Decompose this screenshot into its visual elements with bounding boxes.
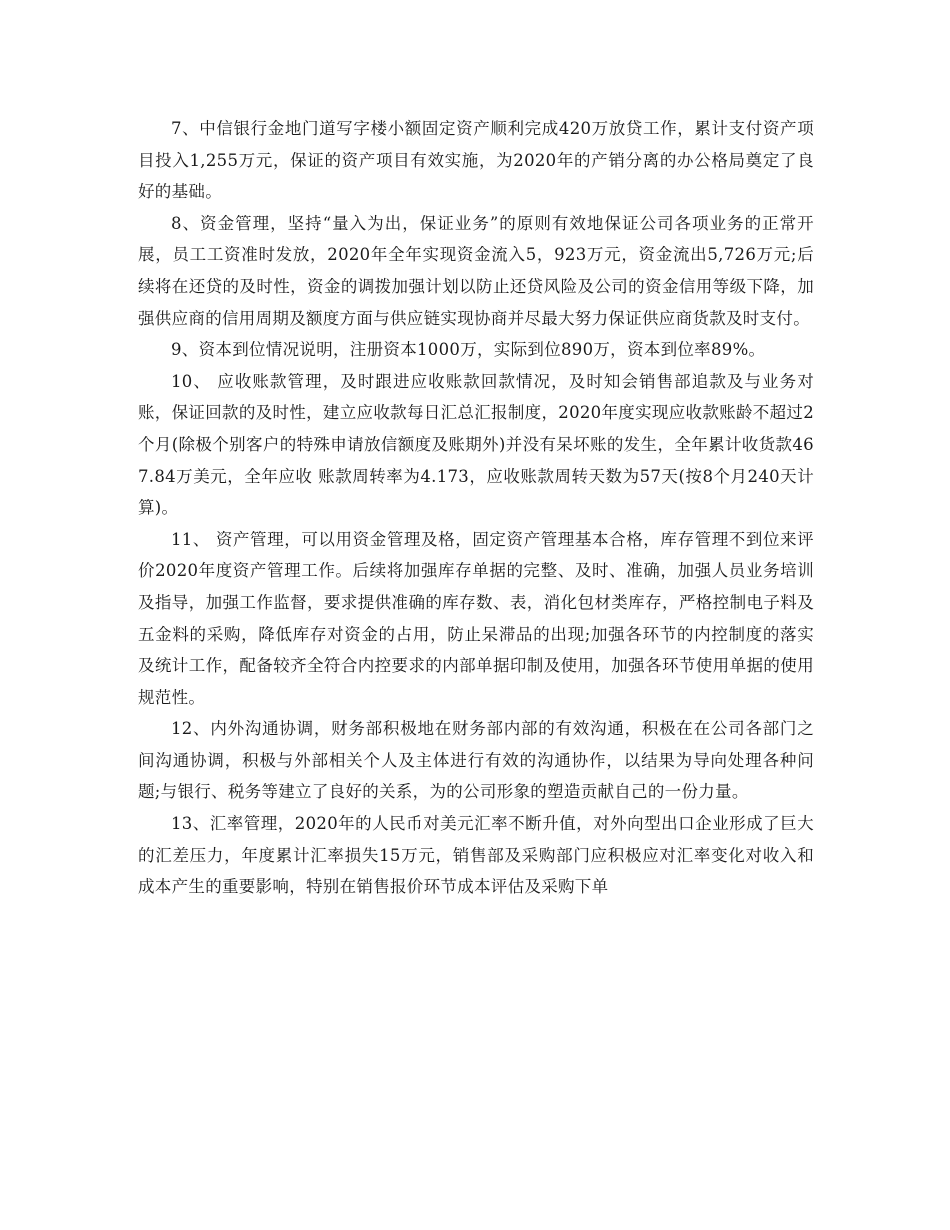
paragraph-item-9: 9、资本到位情况说明，注册资本1000万，实际到位890万，资本到位率89%。 (171, 340, 766, 360)
paragraph-item-8: 8、资金管理，坚持“量入为出，保证业务”的原则有效地保证公司各项业务的正常开展，员工工资准时发放，2020年全年实现资金流入5，923万元，资金流出5,726万元;后续将在还贷的及时性，资金的调拨加强计划以防止还贷风险及公司的资金信用等级下降，加强供应商的信用周期及额度方面与供应链实现协商并尽最大努力保证供应商货款及时支付。 (138, 213, 814, 328)
document-body (138, 113, 814, 903)
paragraph-item-13: 13、汇率管理，2020年的人民币对美元汇率不断升值，对外向型出口企业形成了巨大的汇差压力，年度累计汇率损失15万元，销售部及采购部门应积极应对汇率变化对收入和成本产生的重要影响，特别在销售报价环节成本评估及采购下单 (138, 814, 814, 897)
paragraph-item-11: 11、 资产管理，可以用资金管理及格，固定资产管理基本合格，库存管理不到位来评价2020年度资产管理工作。后续将加强库存单据的完整、及时、准确，加强人员业务培训及指导，加强工作监督，要求提供准确的库存数、表，消化包材类库存，严格控制电子料及五金料的采购，降低库存对资金的占用，防止呆滞品的出现;加强各环节的内控制度的落实及统计工作，配备较齐全符合内控要求的内部单据印制及使用，加强各环节使用单据的使用规范性。 (138, 529, 814, 707)
paragraph-item-7: 7、中信银行金地门道写字楼小额固定资产顺利完成420万放贷工作，累计支付资产项目投入1,255万元，保证的资产项目有效实施，为2020年的产销分离的办公格局奠定了良好的基础。 (138, 119, 814, 202)
paragraph-item-10: 10、 应收账款管理，及时跟进应收账款回款情况，及时知会销售部追款及与业务对账，保证回款的及时性，建立应收款每日汇总汇报制度，2020年度实现应收款账龄不超过2个月(除极个别客户的特殊申请放信额度及账期外)并没有呆坏账的发生，全年累计收货款467.84万美元，全年应收 账款周转率为4.173，应收账款周转天数为57天(按8个月240天计算)。 (138, 371, 814, 518)
paragraph-item-12: 12、内外沟通协调，财务部积极地在财务部内部的有效沟通，积极在在公司各部门之间沟通协调，积极与外部相关个人及主体进行有效的沟通协作，以结果为导向处理各种问题;与银行、税务等建立了良好的关系，为的公司形象的塑造贡献自己的一份力量。 (138, 719, 814, 802)
